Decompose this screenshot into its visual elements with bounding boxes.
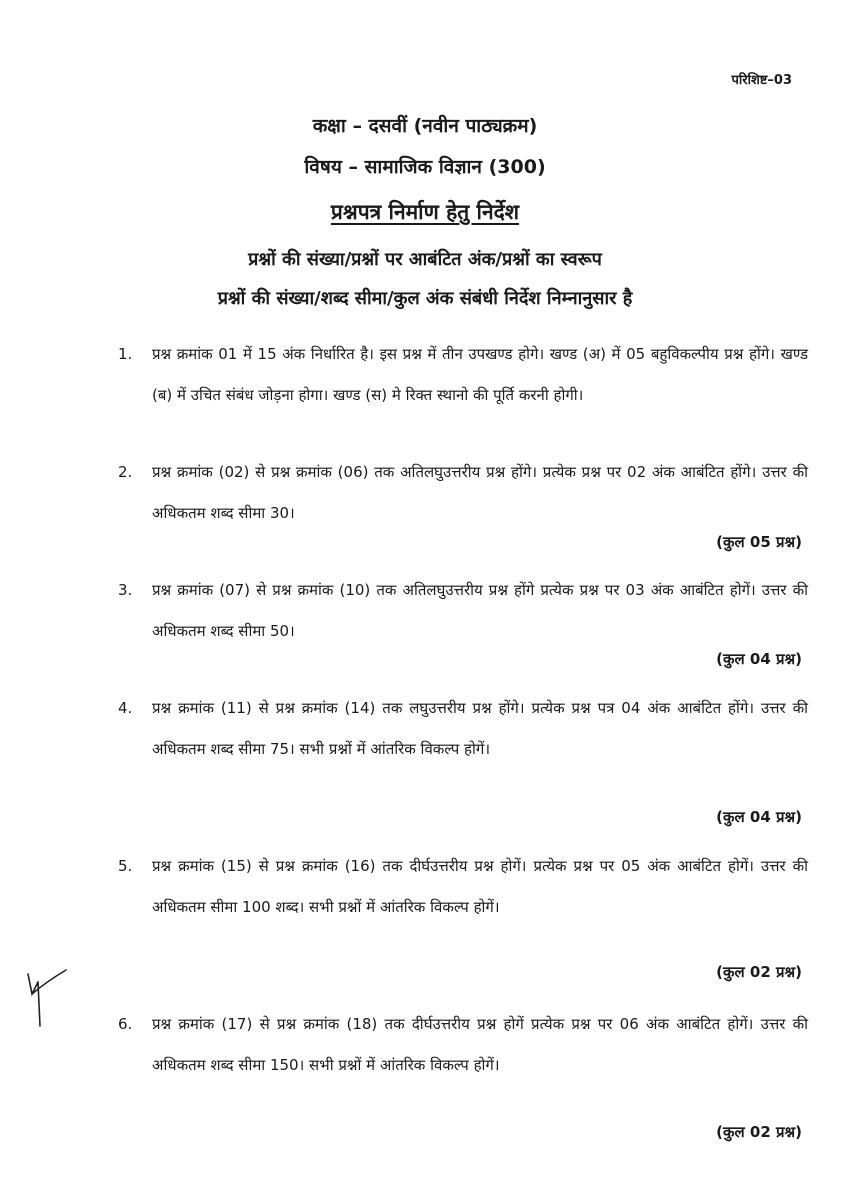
item-number: 5.	[118, 857, 133, 875]
item-text: प्रश्न क्रमांक (02) से प्रश्न क्रमांक (06) तक अतिलघुउत्तरीय प्रश्न होंगे। प्रत्येक प्रश्न पर 02 अंक आबंटित होंगे। उत्तर की अधिकतम शब्द सीमा 30।	[152, 463, 808, 522]
list-item	[118, 846, 808, 928]
subtitle-1: प्रश्नों की संख्या/प्रश्नों पर आबंटित अंक/प्रश्नों का स्वरूप	[248, 249, 602, 270]
item-number: 1.	[118, 345, 133, 363]
item-number: 6.	[118, 1015, 133, 1033]
item-total: (कुल 05 प्रश्न)	[716, 533, 802, 551]
list-item	[118, 334, 808, 416]
subtitle-2: प्रश्नों की संख्या/शब्द सीमा/कुल अंक संबंधी निर्देश निम्नानुसार है	[217, 288, 633, 309]
list-item	[118, 688, 808, 770]
item-total: (कुल 04 प्रश्न)	[716, 808, 802, 826]
item-text: प्रश्न क्रमांक (15) से प्रश्न क्रमांक (16) तक दीर्घउत्तरीय प्रश्न होगें। प्रत्येक प्रश्न पर 05 अंक आबंटित होगें। उत्तर की अधिकतम सीमा 100 शब्द। सभी प्रश्नों में आंतरिक विकल्प होगें।	[152, 857, 808, 916]
item-text: प्रश्न क्रमांक (17) से प्रश्न क्रमांक (18) तक दीर्घउत्तरीय प्रश्न होगें प्रत्येक प्रश्न पर 06 अंक आबंटित होगें। उत्तर की अधिकतम शब्द सीमा 150। सभी प्रश्नों में आंतरिक विकल्प होगें।	[152, 1015, 808, 1074]
item-number: 4.	[118, 699, 133, 717]
item-total: (कुल 02 प्रश्न)	[716, 963, 802, 981]
item-number: 2.	[118, 463, 133, 481]
list-item	[118, 1004, 808, 1086]
item-text: प्रश्न क्रमांक (07) से प्रश्न क्रमांक (10) तक अतिलघुउत्तरीय प्रश्न होंगे प्रत्येक प्रश्न पर 03 अंक आबंटित होगें। उत्तर की अधिकतम शब्द सीमा 50।	[152, 581, 808, 640]
list-item	[118, 452, 808, 534]
list-item	[118, 570, 808, 652]
item-total: (कुल 02 प्रश्न)	[716, 1123, 802, 1141]
item-total: (कुल 04 प्रश्न)	[716, 650, 802, 668]
class-heading: कक्षा – दसवीं (नवीन पाठ्यक्रम)	[312, 115, 538, 137]
page-title	[0, 198, 850, 226]
subject-heading: विषय – सामाजिक विज्ञान (300)	[304, 156, 546, 178]
handwritten-mark	[20, 968, 72, 1030]
item-text: प्रश्न क्रमांक (11) से प्रश्न क्रमांक (14) तक लघुउत्तरीय प्रश्न होंगे। प्रत्येक प्रश्न पत्र 04 अंक आबंटित होंगे। उत्तर की अधिकतम शब्द सीमा 75। सभी प्रश्नों में आंतरिक विकल्प होगें।	[152, 699, 808, 758]
item-number: 3.	[118, 581, 133, 599]
title-text: प्रश्नपत्र निर्माण हेतु निर्देश	[330, 200, 520, 224]
item-text: प्रश्न क्रमांक 01 में 15 अंक निर्धारित है। इस प्रश्न में तीन उपखण्ड होगे। खण्ड (अ) में 05 बहुविकल्पीय प्रश्न होंगे। खण्ड (ब) में उचित संबंध जोड़ना होगा। खण्ड (स) मे रिक्त स्थानो की पूर्ति करनी होगी।	[152, 345, 808, 404]
appendix-label: परिशिष्ट–03	[731, 73, 792, 88]
